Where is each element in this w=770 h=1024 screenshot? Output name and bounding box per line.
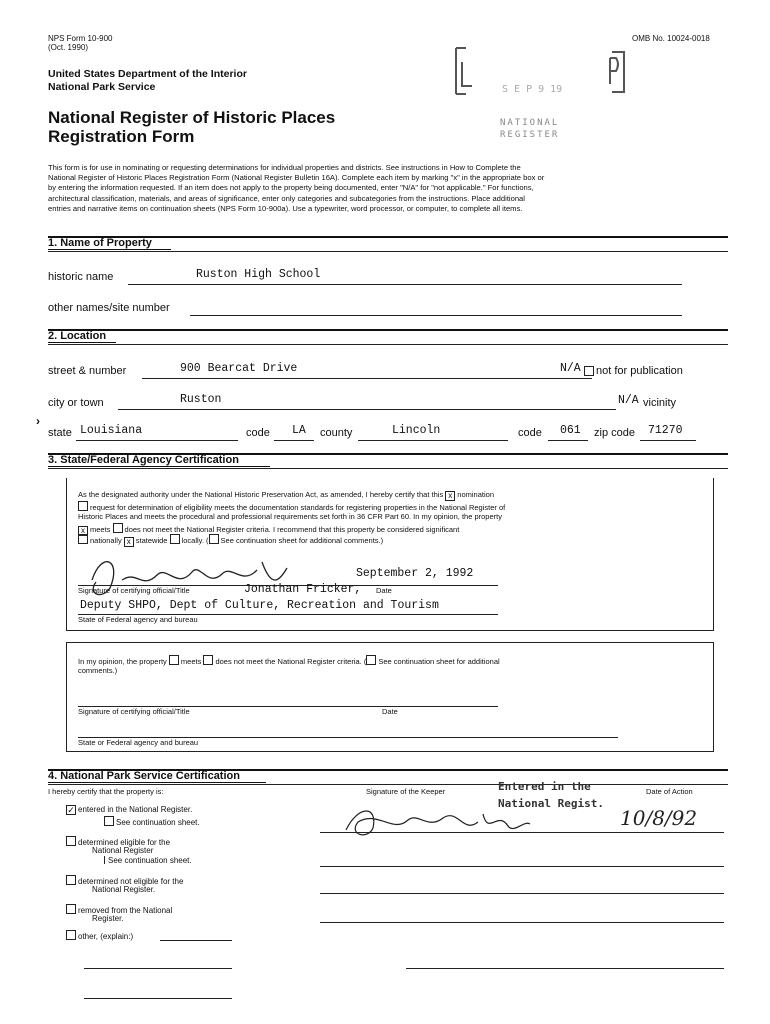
keeper-line-1 — [320, 832, 724, 833]
county-value[interactable]: Lincoln — [392, 424, 441, 437]
meets-checkbox[interactable]: x — [78, 526, 88, 536]
eligible-checkbox[interactable] — [66, 836, 76, 846]
vicinity-value[interactable]: N/A — [618, 394, 639, 407]
option-entered-continuation[interactable]: See continuation sheet. — [104, 816, 200, 828]
section-4-heading: 4. National Park Service Certification — [48, 770, 266, 783]
divider — [48, 329, 728, 331]
opinion-does-not-meet-checkbox[interactable] — [203, 655, 213, 665]
keeper-line-4 — [320, 922, 724, 923]
not-for-publication-checkbox[interactable] — [584, 366, 594, 376]
option-not-eligible[interactable]: determined not eligible for the — [66, 875, 183, 887]
request-checkbox[interactable] — [78, 501, 88, 511]
statewide-checkbox[interactable]: x — [124, 537, 134, 547]
entered-stamp-line-2: National Regist. — [498, 797, 604, 810]
keeper-label: Signature of the Keeper — [366, 787, 446, 796]
opinion-line-2: comments.) — [78, 666, 118, 675]
zip-line — [640, 440, 696, 441]
historic-name-value[interactable]: Ruston High School — [196, 268, 321, 281]
section-2-heading: 2. Location — [48, 330, 116, 343]
margin-mark-icon: › — [36, 414, 40, 428]
service: National Park Service — [48, 81, 156, 93]
county-code-value[interactable]: 061 — [560, 424, 581, 437]
omb-number: OMB No. 10024-0018 — [632, 34, 710, 43]
city-label: city or town — [48, 397, 104, 409]
state-value[interactable]: Louisiana — [80, 424, 143, 437]
not-for-publication-label: not for publication — [596, 365, 683, 377]
divider — [48, 784, 728, 785]
keeper-line-2 — [320, 866, 724, 867]
divider — [48, 251, 728, 252]
agency-2-label: State or Federal agency and bureau — [78, 738, 199, 747]
instructions: This form is for use in nominating or requesting determinations for individual properties and districts. See instructions in How to Complete the National Register of Historic Places Registration Form (National Register Bulletin 16A). Complete each item by marking "x" in the appropriate box or by entering the information requested. If an item does not apply to the property being documented, enter "N/A" for "not applicable." For functions, architectural classification, materials, and areas of significance, enter only categories and subcategories from the instructions. Place additional entries and narrative items on continuation sheets (NPS Form 10-900a). Use a typewriter, word processor, or computer, to complete all items. — [48, 163, 545, 213]
locally-checkbox[interactable] — [170, 534, 180, 544]
keeper-line-5 — [406, 968, 724, 969]
entered-stamp-line-1: Entered in the — [498, 780, 591, 793]
city-value[interactable]: Ruston — [180, 393, 222, 406]
other-checkbox[interactable] — [66, 930, 76, 940]
historic-name-label: historic name — [48, 271, 114, 283]
option-eligible-line-2: National Register — [92, 846, 154, 855]
street-line — [142, 378, 592, 379]
agency-value[interactable]: Deputy SHPO, Dept of Culture, Recreation and Tourism — [80, 599, 439, 612]
not-eligible-checkbox[interactable] — [66, 875, 76, 885]
nomination-checkbox[interactable]: x — [445, 491, 455, 501]
keeper-line-3 — [320, 893, 724, 894]
option-removed-line-2: Register. — [92, 914, 124, 923]
cert-line-5: nationally x statewide locally. ( See continuation sheet for additional comments.) — [78, 534, 383, 547]
zip-value[interactable]: 71270 — [648, 424, 683, 437]
opinion-continuation-checkbox[interactable] — [366, 655, 376, 665]
stamp-text-1: NATIONAL — [500, 118, 560, 128]
does-not-meet-checkbox[interactable] — [113, 523, 123, 533]
nps-intro: I hereby certify that the property is: — [48, 787, 164, 796]
entered-continuation-checkbox[interactable] — [104, 816, 114, 826]
cert-date-value[interactable]: September 2, 1992 — [356, 567, 474, 580]
cert-line-1: As the designated authority under the National Historic Preservation Act, as amended, I hereby certify that this x nomination — [78, 490, 494, 500]
agency-label: State of Federal agency and bureau — [78, 615, 198, 624]
cert-line-3: Historic Places and meets the procedural and professional requirements set forth in 36 CFR Part 60. In my opinion, the property — [78, 512, 502, 521]
cert-line-4: x meets does not meet the National Register criteria. I recommend that this property be considered significant — [78, 523, 459, 536]
county-label: county — [320, 427, 353, 439]
street-value[interactable]: 900 Bearcat Drive — [180, 362, 298, 375]
historic-name-line — [128, 284, 682, 285]
date-label: Date — [376, 586, 392, 595]
cert-line-2: request for determination of eligibility meets the documentation standards for registering properties in the National Register of — [78, 501, 505, 513]
form-number: NPS Form 10-900 — [48, 34, 113, 43]
street-label: street & number — [48, 365, 127, 377]
action-date-label: Date of Action — [646, 787, 693, 796]
state-code-line — [274, 440, 314, 441]
signature-2-label: Signature of certifying official/Title — [78, 707, 190, 716]
option-eligible-continuation[interactable]: See continuation sheet. — [104, 856, 192, 866]
option-other[interactable]: other, (explain:) — [66, 930, 133, 942]
city-line — [118, 409, 616, 410]
svg-text:S E P 9 19: S E P 9 19 — [502, 84, 563, 95]
action-date-value[interactable]: 10/8/92 — [620, 806, 698, 830]
form-title-line-2: Registration Form — [48, 127, 195, 146]
option-removed[interactable]: removed from the National — [66, 904, 172, 916]
received-stamp — [452, 44, 632, 102]
option-eligible[interactable]: determined eligible for the — [66, 836, 170, 848]
section-3-heading: 3. State/Federal Agency Certification — [48, 454, 270, 467]
date-2-label: Date — [382, 707, 398, 716]
opinion-line-1: In my opinion, the property meets does not meet the National Register criteria. ( See continuation sheet for additional — [78, 657, 500, 666]
other-names-label: other names/site number — [48, 302, 170, 314]
state-code-value[interactable]: LA — [292, 424, 306, 437]
state-label: state — [48, 427, 72, 439]
other-explain-line[interactable] — [160, 940, 232, 941]
other-line-2[interactable] — [84, 968, 232, 969]
state-code-label: code — [246, 427, 270, 439]
other-line-3[interactable] — [84, 998, 232, 999]
vicinity-label: vicinity — [643, 397, 677, 409]
option-not-eligible-line-2: National Register. — [92, 885, 156, 894]
stamp-text-2: REGISTER — [500, 130, 560, 140]
removed-checkbox[interactable] — [66, 904, 76, 914]
other-names-line[interactable] — [190, 315, 682, 316]
entered-checkbox[interactable]: ✓ — [67, 805, 75, 815]
department: United States Department of the Interior — [48, 68, 247, 80]
signature-name-typed[interactable]: Jonathan Fricker, — [244, 583, 362, 596]
county-code-label: code — [518, 427, 542, 439]
county-code-line — [548, 440, 588, 441]
form-title-line-1: National Register of Historic Places — [48, 108, 336, 127]
form-date: (Oct. 1990) — [48, 43, 89, 52]
nationally-checkbox[interactable] — [78, 534, 88, 544]
divider — [48, 344, 728, 345]
zip-label: zip code — [594, 427, 635, 439]
not-for-publication-value[interactable]: N/A — [560, 362, 581, 375]
opinion-meets-checkbox[interactable] — [169, 655, 179, 665]
divider — [48, 468, 728, 469]
option-entered[interactable]: ✓ entered in the National Register. — [67, 805, 193, 815]
state-line — [76, 440, 238, 441]
continuation-checkbox[interactable] — [209, 534, 219, 544]
signature-label: Signature of certifying official/Title — [78, 586, 190, 595]
section-1-heading: 1. Name of Property — [48, 237, 171, 250]
county-line — [358, 440, 508, 441]
